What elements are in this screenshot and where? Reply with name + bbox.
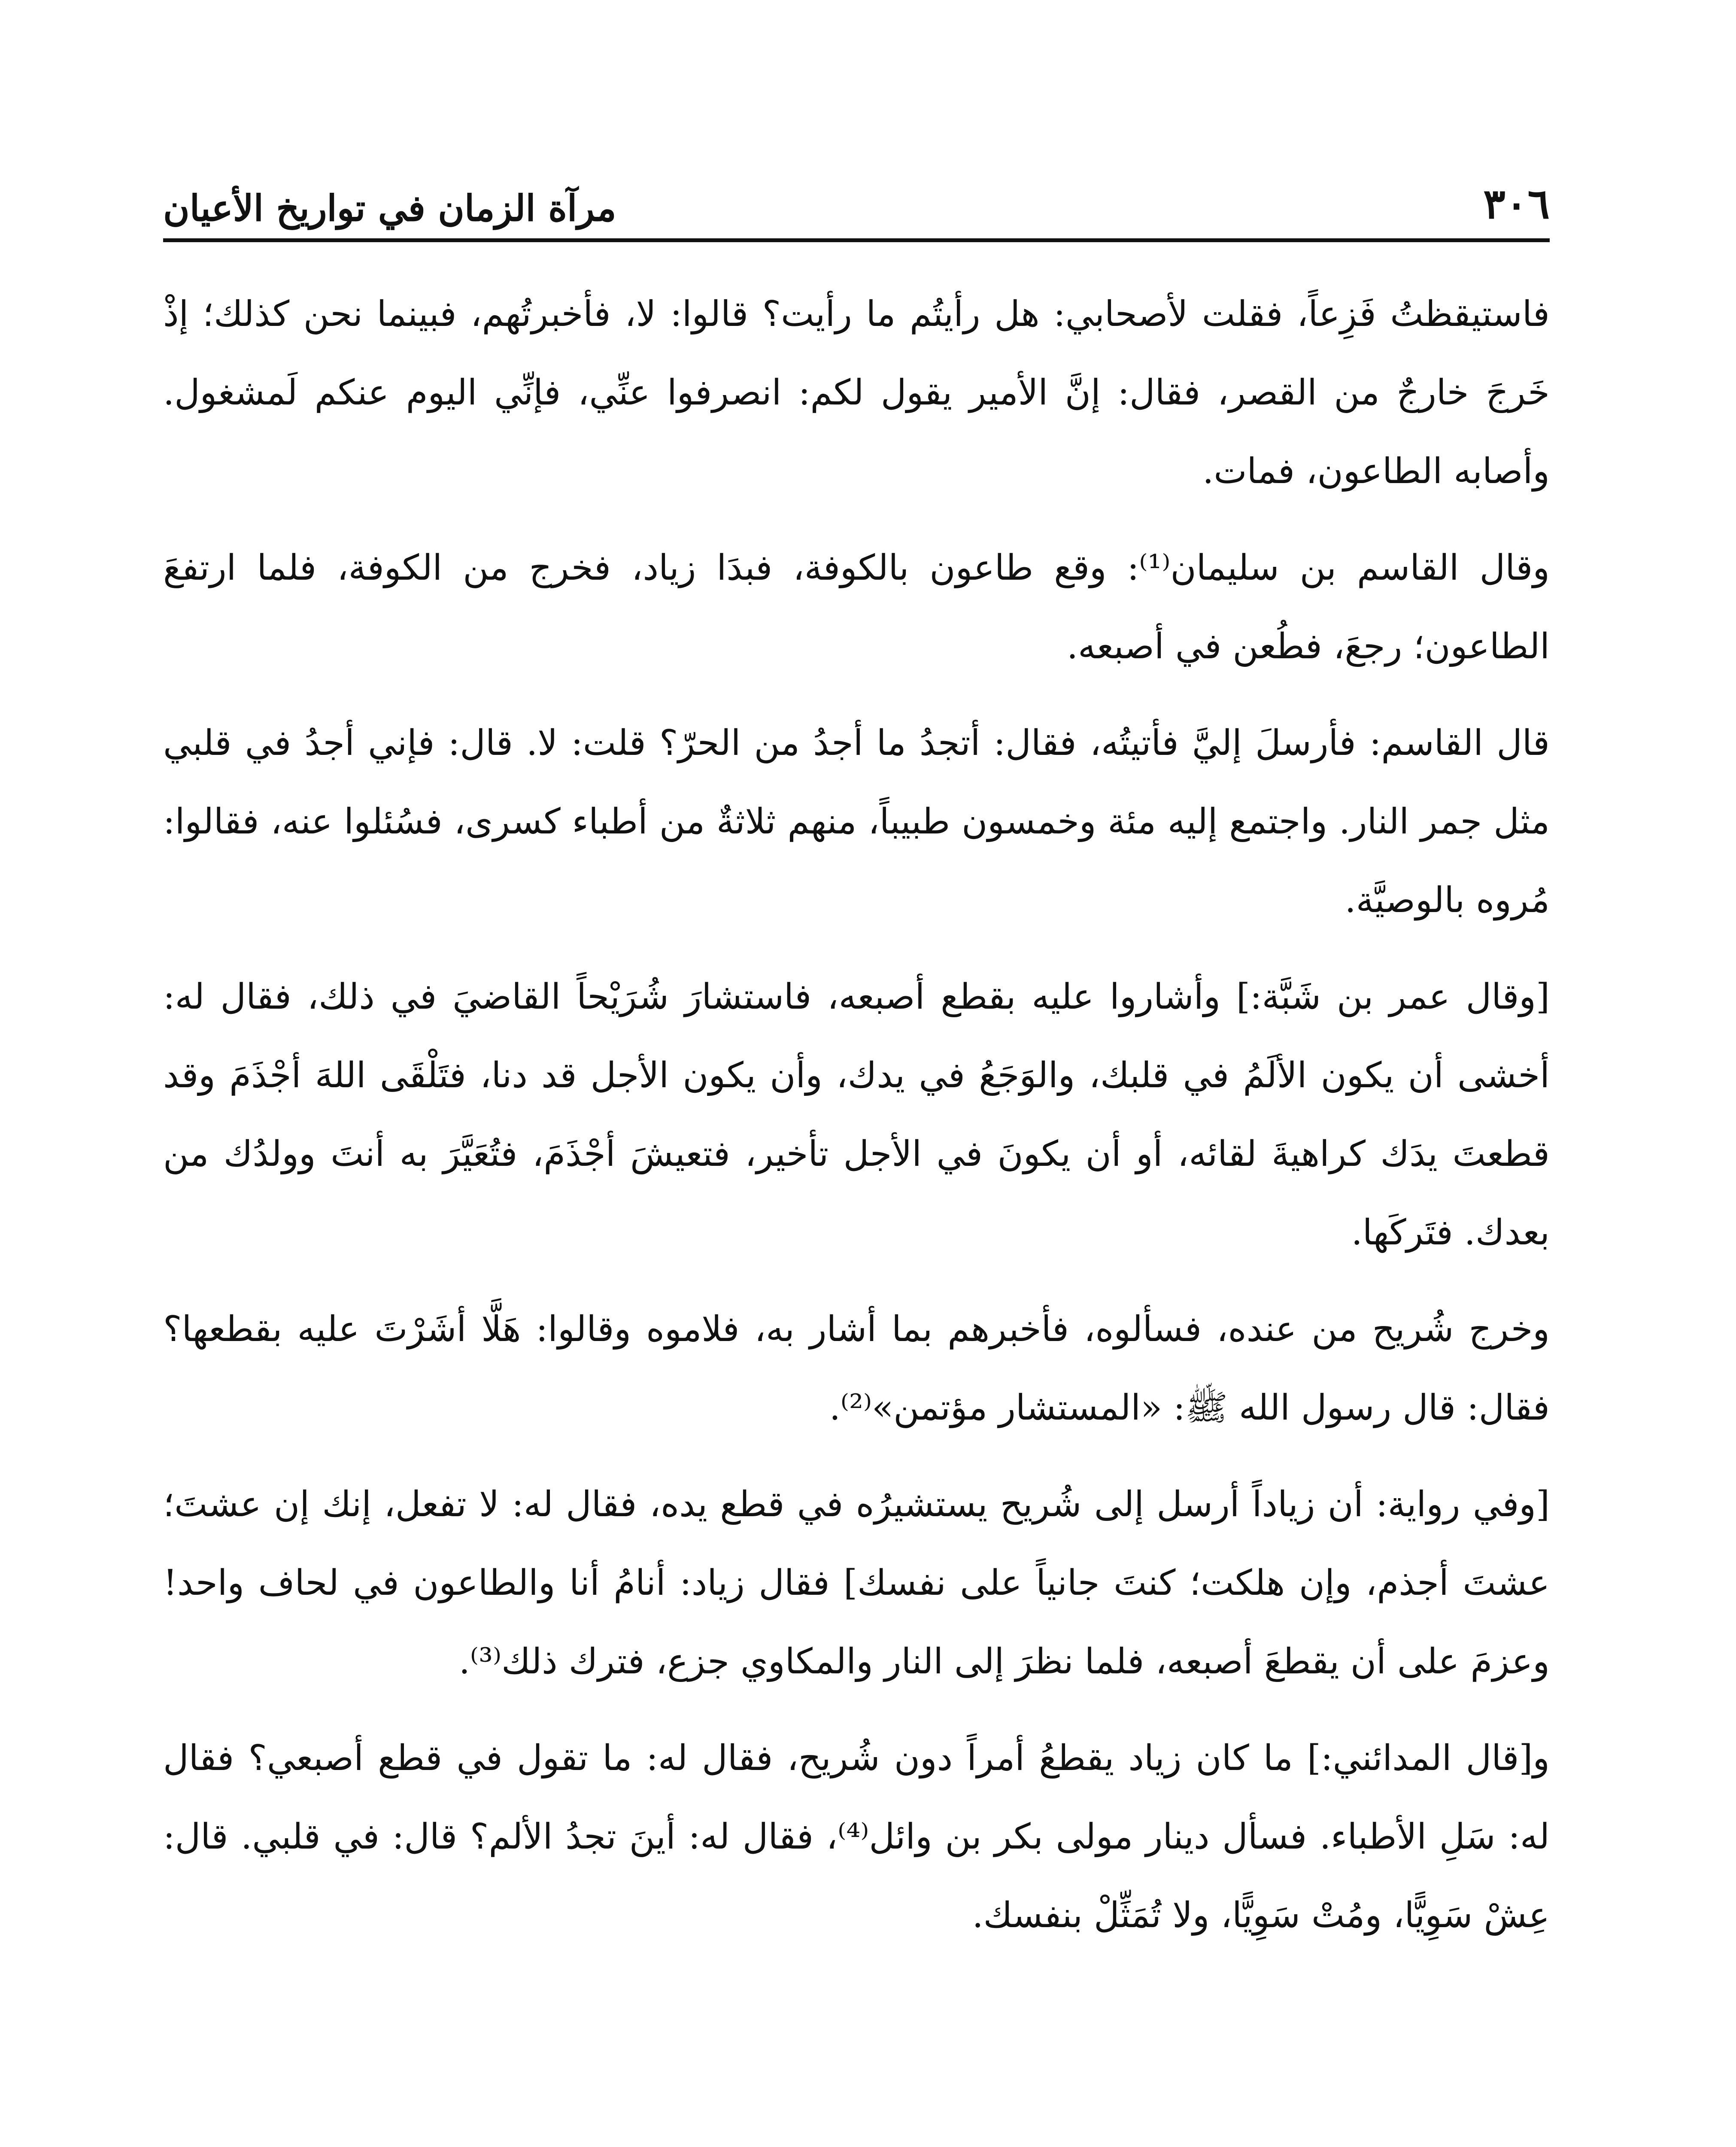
- main-text: [163, 275, 1550, 1955]
- paragraph-1: فاستيقظتُ فَزِعاً، فقلت لأصحابي: هل رأيتُم ما رأيت؟ قالوا: لا، فأخبرتُهم، فبينما نحن كذلك؛ إذْ خَرجَ خارجٌ من القصر، فقال: إنَّ الأمير يقول لكم: انصرفوا عنِّي، فإنِّي اليوم عنكم لَمشغول. وأصابه الطاعون، فمات.: [163, 294, 1550, 492]
- paragraph-5: وخرج شُريح من عنده، فسألوه، فأخبرهم بما أشار به، فلاموه وقالوا: هَلَّا أشَرْتَ عليه بقطعها؟ فقال: قال رسول الله ﷺ: «المستشار مؤتمن»⁽²⁾.: [163, 1309, 1550, 1428]
- book-page: [163, 0, 1550, 2147]
- header-rule: [163, 238, 1550, 242]
- paragraph-7: و[قال المدائني:] ما كان زياد يقطعُ أمراً دون شُريح، فقال له: ما تقول في قطع أصبعي؟ فقال له: سَلِ الأطباء. فسأل دينار مولى بكر بن وائل⁽⁴⁾، فقال له: أينَ تجدُ الألم؟ قال: في قلبي. قال: عِشْ سَوِيًّا، ومُتْ سَوِيًّا، ولا تُمَثِّلْ بنفسك.: [163, 1738, 1550, 1936]
- paragraph-2: وقال القاسم بن سليمان⁽¹⁾: وقع طاعون بالكوفة، فبدَا زياد، فخرج من الكوفة، فلما ارتفعَ الطاعون؛ رجعَ، فطُعن في أصبعه.: [163, 547, 1550, 667]
- paragraph-4: [وقال عمر بن شَبَّة:] وأشاروا عليه بقطع أصبعه، فاستشارَ شُرَيْحاً القاضيَ في ذلك، فقال له: أخشى أن يكون الألَمُ في قلبك، والوَجَعُ في يدك، وأن يكون الأجل قد دنا، فتَلْقَى اللهَ أجْذَمَ وقد قطعتَ يدَك كراهيةَ لقائه، أو أن يكونَ في الأجل تأخير، فتعيشَ أجْذَمَ، فتُعَيَّرَ به أنتَ وولدُك من بعدك. فتَركَها.: [163, 976, 1550, 1253]
- running-title: مرآة الزمان في تواريخ الأعيان: [163, 187, 616, 229]
- page-header: [163, 172, 1550, 240]
- page-number: ٣٠٦: [1483, 179, 1550, 228]
- paragraph-3: قال القاسم: فأرسلَ إليَّ فأتيتُه، فقال: أتجدُ ما أجدُ من الحرّ؟ قلت: لا. قال: فإني أجدُ في قلبي مثل جمر النار. واجتمع إليه مئة وخمسون طبيباً، منهم ثلاثةٌ من أطباء كسرى، فسُئلوا عنه، فقالوا: مُروه بالوصيَّة.: [163, 723, 1550, 921]
- paragraph-6: [وفي رواية: أن زياداً أرسل إلى شُريح يستشيرُه في قطع يده، فقال له: لا تفعل، إنك إن عشتَ؛ عشتَ أجذم، وإن هلكت؛ كنتَ جانياً على نفسك] فقال زياد: أنامُ أنا والطاعون في لحاف واحد! وعزمَ على أن يقطعَ أصبعه، فلما نظرَ إلى النار والمكاوي جزع، فترك ذلك⁽³⁾.: [163, 1484, 1550, 1682]
